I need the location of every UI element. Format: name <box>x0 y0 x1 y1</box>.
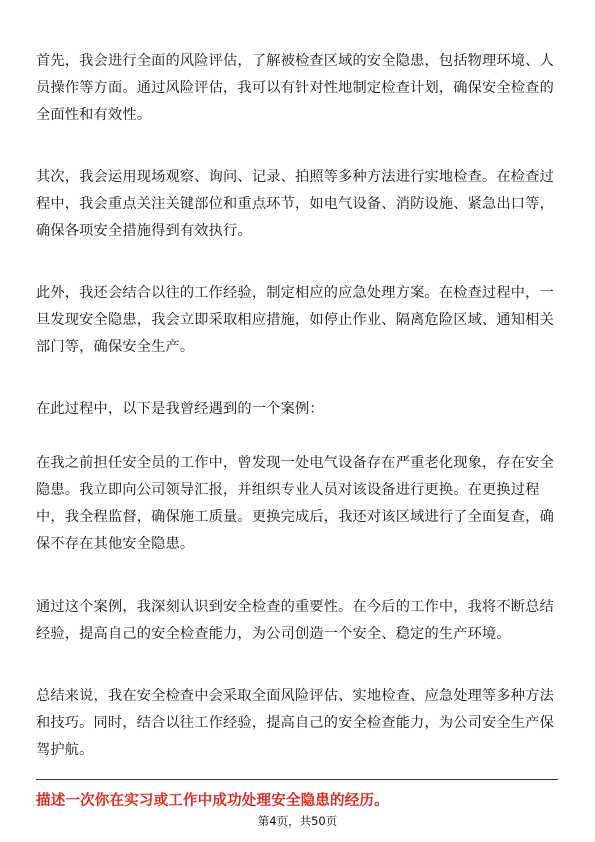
footer-divider <box>36 779 558 780</box>
paragraph-risk-assessment: 首先，我会进行全面的风险评估，了解被检查区域的安全隐患，包括物理环境、人员操作等方面。通过风险评估，我可以有针对性地制定检查计划，确保安全检查的全面性和有效性。 <box>36 53 554 123</box>
paragraph-field-inspection: 其次，我会运用现场观察、询问、记录、拍照等多种方法进行实地检查。在检查过程中，我会重点关注关键部位和重点环节，如电气设备、消防设施、紧急出口等，确保各项安全措施得到有效执行。 <box>36 169 554 239</box>
paragraph-case-reflection: 通过这个案例，我深刻认识到安全检查的重要性。在今后的工作中，我将不断总结经验，提高自己的安全检查能力，为公司创造一个安全、稳定的生产环境。 <box>36 599 554 642</box>
paragraph-case-detail: 在我之前担任安全员的工作中，曾发现一处电气设备存在严重老化现象，存在安全隐患。我立即向公司领导汇报，并组织专业人员对该设备进行更换。在更换过程中，我全程监督，确保施工质量。更换完成后，我还对该区域进行了全面复查，确保不存在其他安全隐患。 <box>36 455 554 552</box>
paragraph-summary: 总结来说，我在安全检查中会采取全面风险评估、实地检查、应急处理等多种方法和技巧。同时，结合以往工作经验，提高自己的安全检查能力，为公司安全生产保驾护航。 <box>36 688 554 758</box>
paragraph-emergency-plan: 此外，我还会结合以往的工作经验，制定相应的应急处理方案。在检查过程中，一旦发现安全隐患，我会立即采取相应措施，如停止作业、隔离危险区域、通知相关部门等，确保安全生产。 <box>36 285 554 355</box>
paragraph-case-intro: 在此过程中，以下是我曾经遇到的一个案例： <box>36 401 324 417</box>
page-number: 第4页，共50页 <box>257 814 338 828</box>
next-question: 描述一次你在实习或工作中成功处理安全隐患的经历。 <box>36 793 389 809</box>
